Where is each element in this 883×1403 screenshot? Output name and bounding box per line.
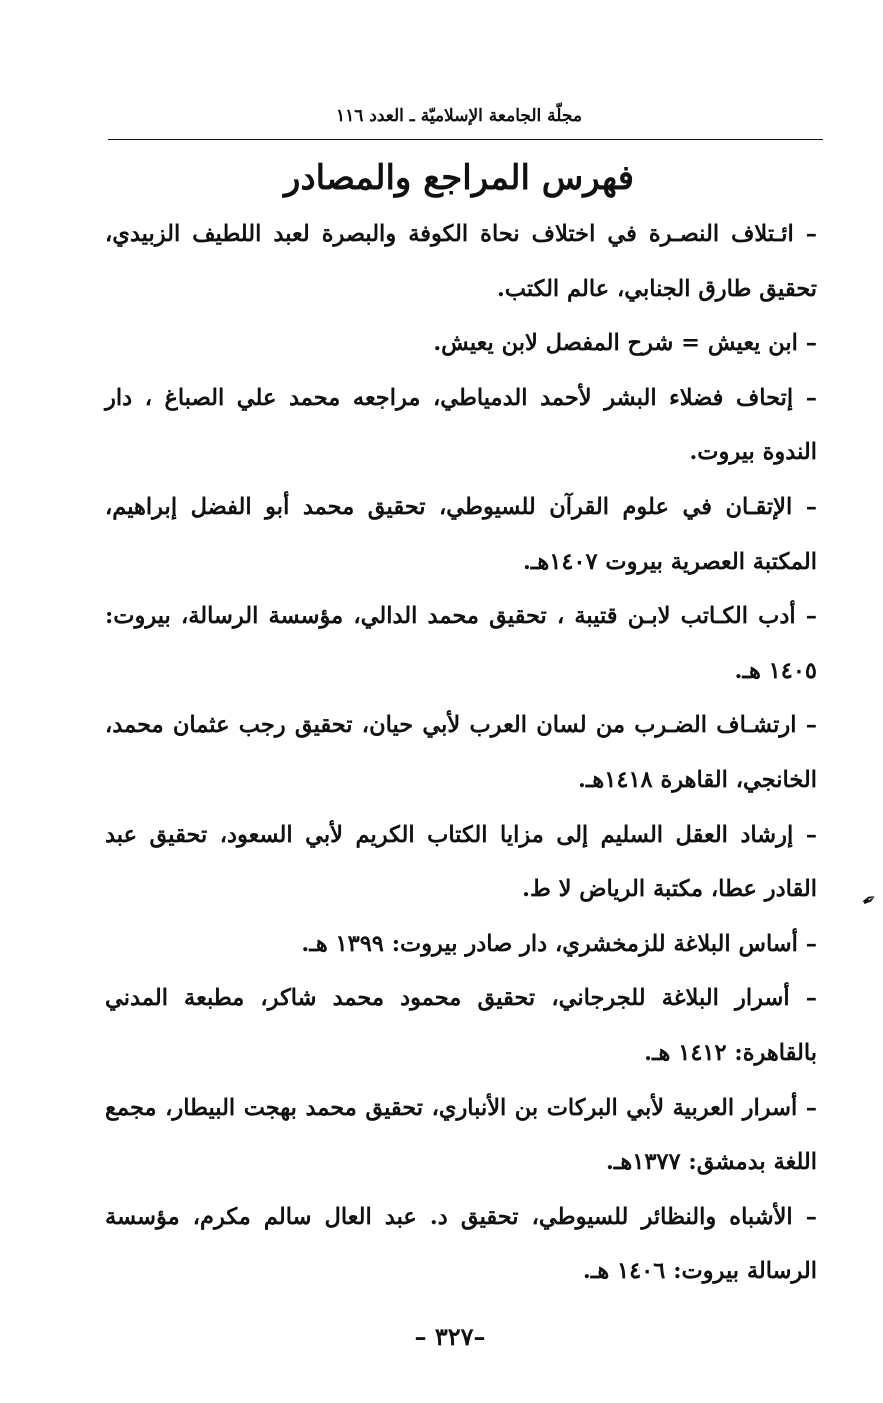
reference-entry: – أدب الكـاتب لابـن قتيبة ، تحقيق محمد الدالي، مؤسسة الرسالة، بيروت: ١٤٠٥ هـ. xyxy=(105,603,817,684)
reference-entry: – أسرار البلاغة للجرجاني، تحقيق محمود محمد شاكر، مطبعة المدني بالقاهرة: ١٤١٢ هـ. xyxy=(105,985,817,1066)
header-divider xyxy=(108,139,823,140)
reference-entry: – ائـتلاف النصـرة في اختلاف نحاة الكوفة والبصرة لعبد اللطيف الزبيدي، تحقيق طارق الجنابي، عالم الكتب. xyxy=(105,221,817,302)
running-header: مجلّة الجامعة الإسلاميّة ـ العدد ١١٦ xyxy=(335,106,583,126)
reference-entry: – أسرار العربية لأبي البركات بن الأنباري، تحقيق محمد بهجت البيطار، مجمع اللغة بدمشق: ١٣٧٧هـ. xyxy=(105,1094,817,1176)
page-title: فهرس المراجع والمصادر xyxy=(284,158,634,198)
reference-entry: – إتحاف فضلاء البشر لأحمد الدمياطي، مراجعه محمد علي الصباغ ، دار الندوة بيروت. xyxy=(105,384,817,466)
reference-entry: – ارتشـاف الضـرب من لسان العرب لأبي حيان، تحقيق رجب عثمان محمد، الخانجي، القاهرة ١٤١٨هـ. xyxy=(105,712,817,793)
reference-entry: – ابن يعيش = شرح المفصل لابن يعيش. xyxy=(433,330,817,357)
margin-mark-icon: ✒ xyxy=(857,887,882,914)
reference-entry: – الأشباه والنظائر للسيوطي، تحقيق د. عبد العال سالم مكرم، مؤسسة الرسالة بيروت: ١٤٠٦ هـ. xyxy=(105,1203,817,1285)
page-number: –٣٢٧ – xyxy=(414,1322,486,1351)
references-list xyxy=(105,207,817,1299)
reference-entry: – إرشاد العقل السليم إلى مزايا الكتاب الكريم لأبي السعود، تحقيق عبد القادر عطا، مكتبة الرياض لا ط. xyxy=(105,821,817,903)
reference-entry: – الإتقـان في علوم القرآن للسيوطي، تحقيق محمد أبو الفضل إبراهيم، المكتبة العصرية بيروت ١٤٠٧هـ. xyxy=(105,493,817,575)
reference-entry: – أساس البلاغة للزمخشري، دار صادر بيروت: ١٣٩٩ هـ. xyxy=(301,930,817,957)
